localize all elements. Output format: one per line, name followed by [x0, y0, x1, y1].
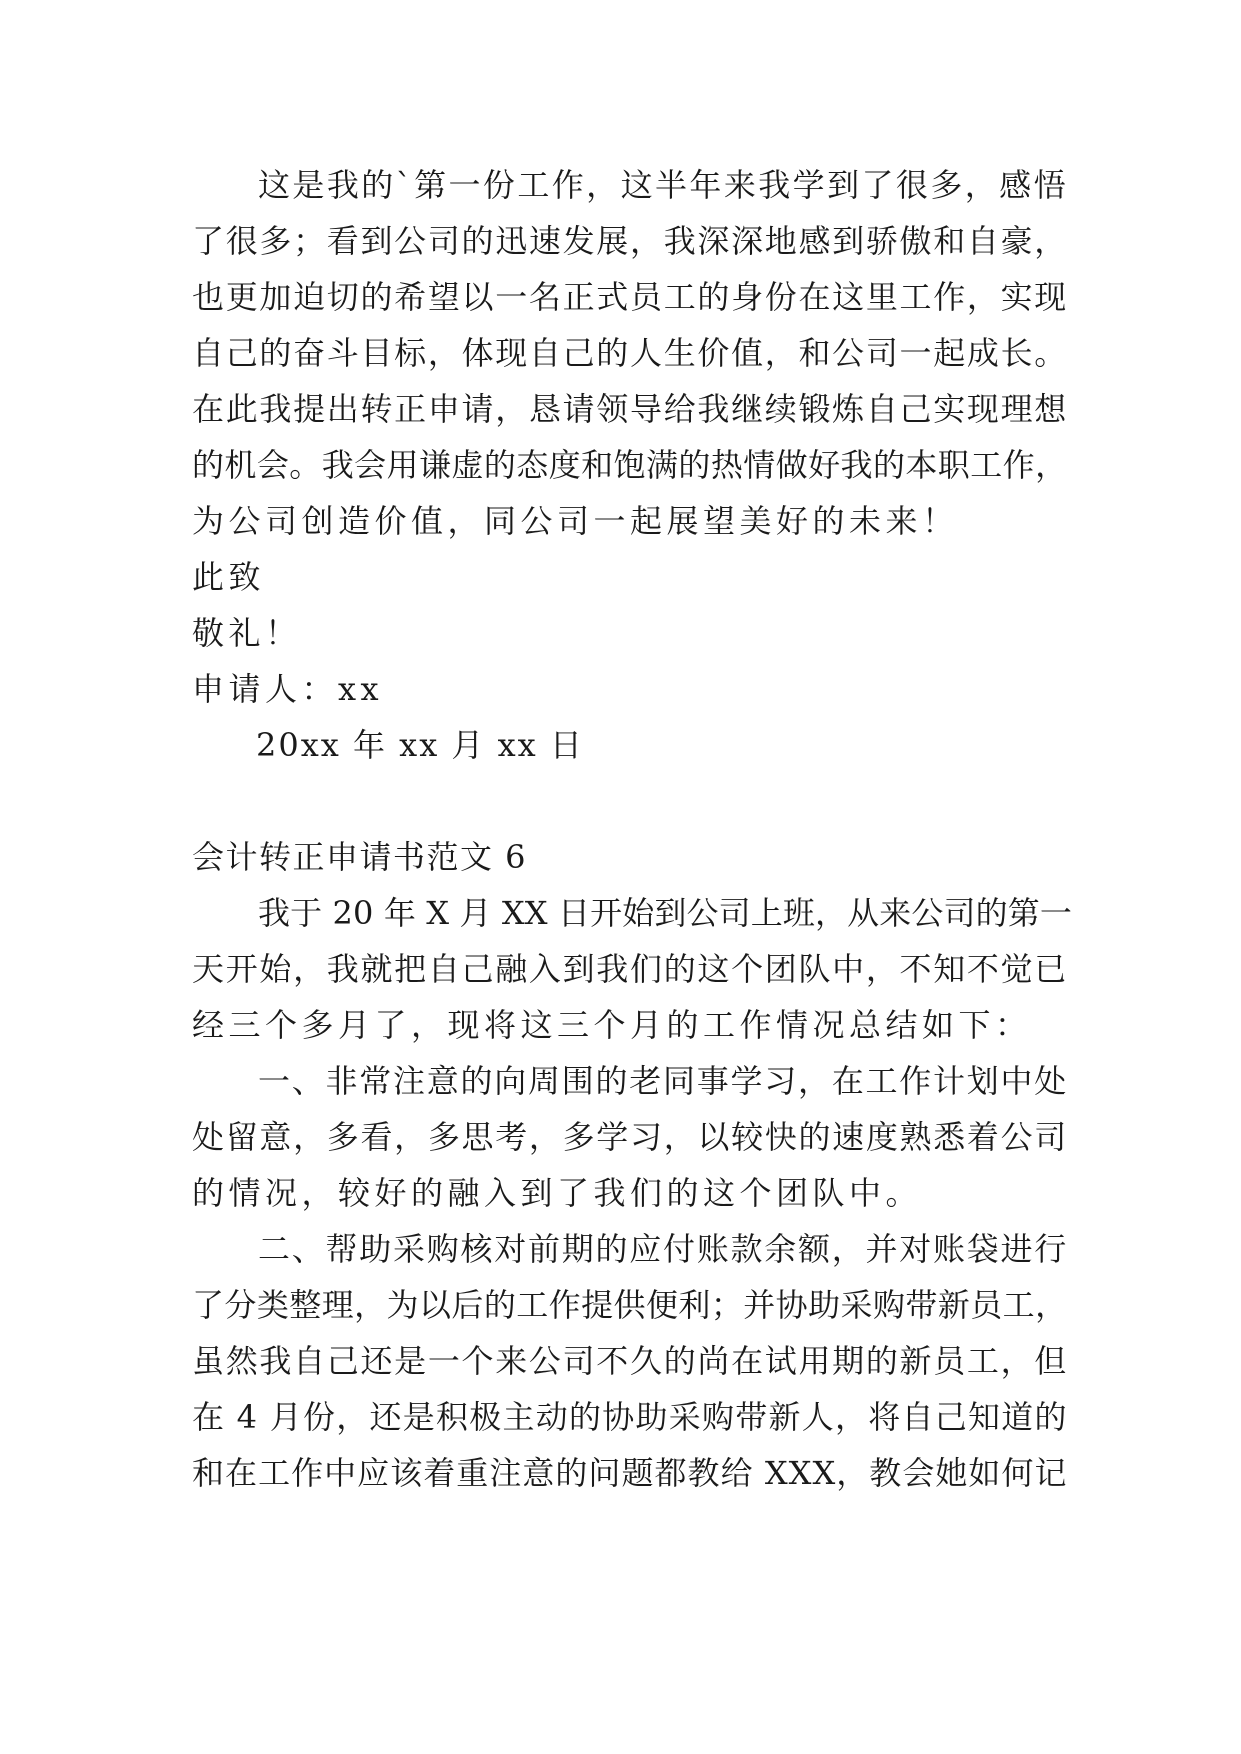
section-line-11: 和在工作中应该着重注意的问题都教给 XXX，教会她如何记	[192, 1454, 1068, 1492]
section-line-4: 一、非常注意的向周围的老同事学习，在工作计划中处	[258, 1062, 1069, 1100]
section-line-10: 在 4 月份，还是积极主动的协助采购带新人，将自己知道的	[192, 1398, 1068, 1436]
letter-line-2: 了很多；看到公司的迅速发展，我深深地感到骄傲和自豪，	[192, 222, 1069, 260]
closing-salutation: 此致	[192, 558, 266, 596]
letter-line-1: 这是我的`第一份工作，这半年来我学到了很多，感悟	[258, 166, 1069, 204]
letter-line-3: 也更加迫切的希望以一名正式员工的身份在这里工作，实现	[192, 278, 1069, 316]
section-line-8: 了分类整理，为以后的工作提供便利；并协助采购带新员工，	[192, 1286, 1068, 1324]
section-line-5: 处留意，多看，多思考，多学习，以较快的速度熟悉着公司	[192, 1118, 1069, 1156]
letter-line-4: 自己的奋斗目标，体现自己的人生价值，和公司一起成长。	[192, 334, 1069, 372]
letter-line-7: 为公司创造价值，同公司一起展望美好的未来！	[192, 502, 959, 540]
letter-line-5: 在此我提出转正申请，恳请领导给我继续锻炼自己实现理想	[192, 390, 1069, 428]
letter-line-6: 的机会。我会用谦虚的态度和饱满的热情做好我的本职工作，	[192, 446, 1068, 484]
section-line-6: 的情况，较好的融入到了我们的这个团队中。	[192, 1174, 923, 1212]
section-line-7: 二、帮助采购核对前期的应付账款余额，并对账袋进行	[258, 1230, 1069, 1268]
letter-date: 20xx 年 xx 月 xx 日	[256, 726, 584, 764]
section-line-3: 经三个多月了，现将这三个月的工作情况总结如下：	[192, 1006, 1032, 1044]
section-title: 会计转正申请书范文 6	[192, 838, 528, 876]
applicant-signature: 申请人：xx	[192, 670, 384, 708]
section-line-2: 天开始，我就把自己融入到我们的这个团队中，不知不觉已	[192, 950, 1069, 988]
closing-regards: 敬礼！	[192, 614, 302, 652]
section-line-9: 虽然我自己还是一个来公司不久的尚在试用期的新员工，但	[192, 1342, 1069, 1380]
section-line-1: 我于 20 年 X 月 XX 日开始到公司上班，从来公司的第一	[258, 894, 1072, 932]
